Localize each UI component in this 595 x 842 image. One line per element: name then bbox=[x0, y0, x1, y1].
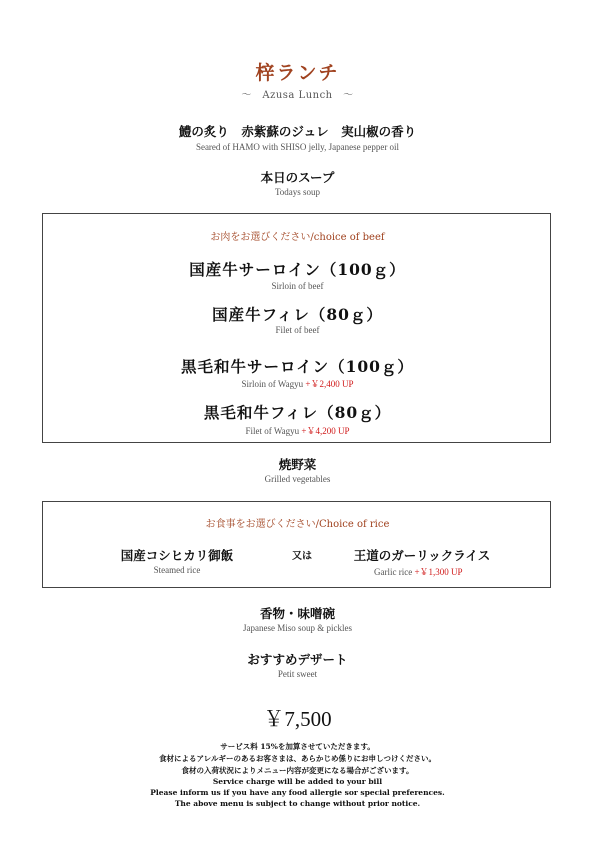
or-label: 又は bbox=[292, 551, 312, 562]
beef-option-jp: 黒毛和牛サーロイン（100ｇ） bbox=[181, 357, 414, 376]
course-jp: おすすめデザート bbox=[247, 652, 348, 667]
course-jp: 鱧の炙り 赤紫蘇のジュレ 実山椒の香り bbox=[178, 124, 417, 139]
note-line: 食材によるアレルギーのあるお客さまは、あらかじめ係りにお申しつけください。 bbox=[158, 754, 436, 763]
upcharge-label: +￥1,300 UP bbox=[414, 567, 463, 577]
course-en: Japanese Miso soup & pickles bbox=[243, 623, 352, 633]
course-en: Todays soup bbox=[274, 187, 321, 197]
note-line: Service charge will be added to your bill bbox=[212, 777, 383, 786]
rice-right-en: Garlic rice bbox=[374, 567, 413, 577]
beef-option-jp: 国産牛サーロイン（100ｇ） bbox=[189, 260, 406, 279]
course-price: ￥7,500 bbox=[263, 707, 332, 731]
beef-option-en: Filet of beef bbox=[275, 325, 320, 335]
vegetables-jp: 焼野菜 bbox=[278, 457, 317, 472]
rice-box-heading: お食事をお選びください/Choice of rice bbox=[205, 519, 390, 530]
beef-option-en: Filet of Wagyu bbox=[245, 426, 300, 436]
upcharge-label: +￥2,400 UP bbox=[305, 379, 354, 389]
course-en: Petit sweet bbox=[277, 669, 318, 679]
rice-left-en: Steamed rice bbox=[153, 565, 201, 575]
beef-option-jp: 黒毛和牛フィレ（80ｇ） bbox=[203, 403, 392, 422]
note-line: The above menu is subject to change without prior notice. bbox=[174, 799, 421, 808]
note-line: 食材の入荷状況によりメニュー内容が変更になる場合がございます。 bbox=[181, 766, 414, 775]
rice-right-jp: 王道のガーリックライス bbox=[353, 548, 491, 563]
course-jp: 香物・味噌碗 bbox=[259, 606, 335, 621]
beef-box-heading: お肉をお選びください/choice of beef bbox=[210, 232, 385, 243]
menu-subtitle: ～ Azusa Lunch ～ bbox=[241, 90, 354, 101]
course-en: Seared of HAMO with SHISO jelly, Japanese pepper oil bbox=[195, 142, 400, 152]
rice-left-jp: 国産コシヒカリ御飯 bbox=[120, 548, 234, 563]
beef-option-line bbox=[0, 424, 595, 437]
vegetables-en: Grilled vegetables bbox=[264, 474, 331, 484]
menu-title: 梓ランチ bbox=[255, 62, 340, 84]
course-jp: 本日のスープ bbox=[260, 170, 335, 185]
note-line: Please inform us if you have any food allergie sor special preferences. bbox=[150, 788, 445, 797]
rice-right-line bbox=[340, 565, 564, 578]
beef-option-jp: 国産牛フィレ（80ｇ） bbox=[212, 305, 383, 324]
beef-option-line bbox=[0, 377, 595, 390]
note-line: サービス料 15%を加算させていただきます。 bbox=[220, 742, 375, 751]
upcharge-label: +￥4,200 UP bbox=[301, 426, 350, 436]
beef-option-en: Sirloin of beef bbox=[271, 281, 324, 291]
beef-option-en: Sirloin of Wagyu bbox=[241, 379, 304, 389]
